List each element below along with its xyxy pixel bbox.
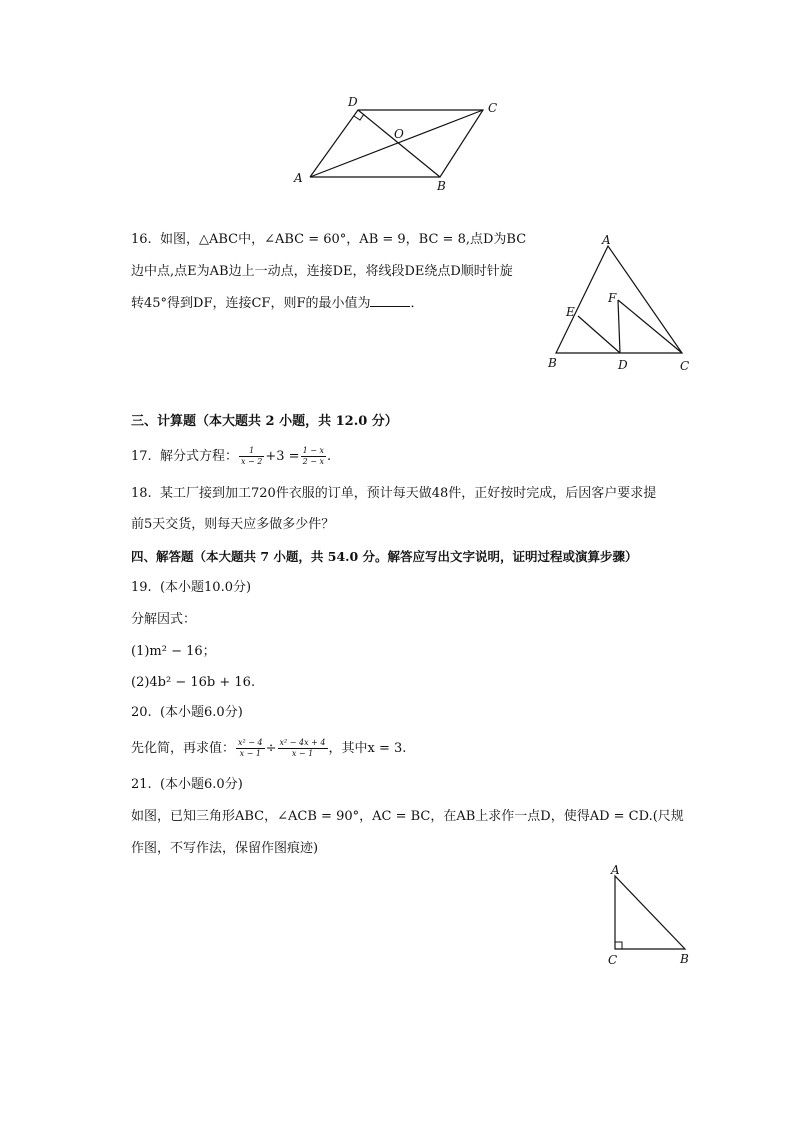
q18-text-1: 某工厂接到加工720件衣服的订单，预计每天做48件，正好按时完成，后因客户要求提 [159, 486, 657, 501]
q20-frac1-num: x² − 4 [238, 738, 263, 747]
q20-frac2-den: x − 1 [291, 749, 314, 758]
label-D-q16: D [618, 358, 628, 372]
label-B: B [437, 179, 446, 192]
q20-fraction-2 [278, 738, 328, 759]
q16-text-3-end: ． [410, 296, 424, 311]
q18-line1 [131, 484, 656, 504]
q17-suffix: . [326, 449, 332, 464]
section4-heading: 四、解答题（本大题共 7 小题，共 54.0 分。解答应写出文字说明，证明过程或演算步骤） [131, 549, 638, 564]
q18-line2: 前5天交货，则每天应多做多少件？ [131, 517, 335, 532]
triangle-figure-q16 [540, 232, 700, 377]
q17-prefix: 解分式方程： [159, 449, 238, 464]
q20-prefix: 先化简，再求值： [131, 741, 236, 756]
q17-fraction-1 [239, 446, 264, 467]
q19-score: (本小题10.0分) [159, 580, 252, 595]
label-C-q16: C [680, 359, 690, 373]
q17-frac2-num: 1 − x [302, 446, 324, 455]
parallelogram-figure [290, 92, 510, 192]
q16-line2: 边中点,点E为AB边上一动点，连接DE，将线段DE绕点D顺时针旋 [131, 264, 513, 279]
q17-frac2-den: 2 − x [302, 457, 324, 466]
q21-score: (本小题6.0分) [159, 777, 243, 792]
q17-fraction-2 [301, 446, 326, 467]
label-F-q16: F [608, 291, 617, 305]
q20-header [131, 703, 243, 723]
q20-frac2-num: x² − 4x + 4 [279, 738, 326, 747]
label-B-q21: B [680, 952, 689, 966]
q16-text-3: 转45°得到DF，连接CF，则F的最小值为 [131, 296, 371, 311]
q17-mid: +3 = [265, 449, 300, 464]
q19-part2: (2)4b² − 16b + 16. [131, 675, 256, 690]
q16-line1 [131, 230, 526, 250]
label-A: A [294, 171, 303, 185]
q19-header [131, 578, 251, 598]
q20-score: (本小题6.0分) [159, 705, 243, 720]
q20-number: 20. [131, 705, 152, 720]
label-E-q16: E [566, 305, 575, 319]
q20-operator: ÷ [265, 741, 277, 756]
q16-line3 [131, 294, 424, 314]
label-C: C [488, 101, 498, 115]
q21-line1: 如图，已知三角形ABC，∠ACB = 90°，AC = BC，在AB上求作一点D，使得AD = CD.(尺规 [131, 809, 684, 824]
label-C-q21: C [608, 953, 618, 967]
q16-number: 16. [131, 232, 152, 247]
q17-number: 17. [131, 449, 152, 464]
q19-prompt: 分解因式： [131, 612, 197, 627]
q20-line [131, 738, 406, 759]
label-A-q21: A [611, 863, 620, 877]
q17-frac1-den: x − 2 [240, 457, 263, 466]
label-B-q16: B [548, 356, 557, 370]
q19-number: 19. [131, 580, 152, 595]
q20-suffix: ，其中x = 3. [328, 741, 407, 756]
right-triangle-figure [600, 862, 700, 972]
q18-number: 18. [131, 486, 152, 501]
q20-frac1-den: x − 1 [239, 749, 262, 758]
q19-part1: (1)m² − 16； [131, 644, 216, 659]
q21-line2: 作图，不写作法，保留作图痕迹) [131, 841, 319, 856]
q20-fraction-1 [236, 738, 265, 759]
q21-number: 21. [131, 777, 152, 792]
label-O: O [394, 127, 404, 141]
label-D: D [348, 95, 358, 109]
q17-line [131, 446, 331, 467]
label-A-q16: A [602, 233, 611, 247]
q21-header [131, 775, 243, 795]
q16-answer-blank [370, 294, 410, 307]
q16-text-1: 如图，△ABC中，∠ABC = 60°，AB = 9，BC = 8,点D为BC [159, 232, 527, 247]
section3-heading: 三、计算题（本大题共 2 小题，共 12.0 分） [131, 414, 398, 429]
q17-frac1-num: 1 [239, 446, 264, 457]
